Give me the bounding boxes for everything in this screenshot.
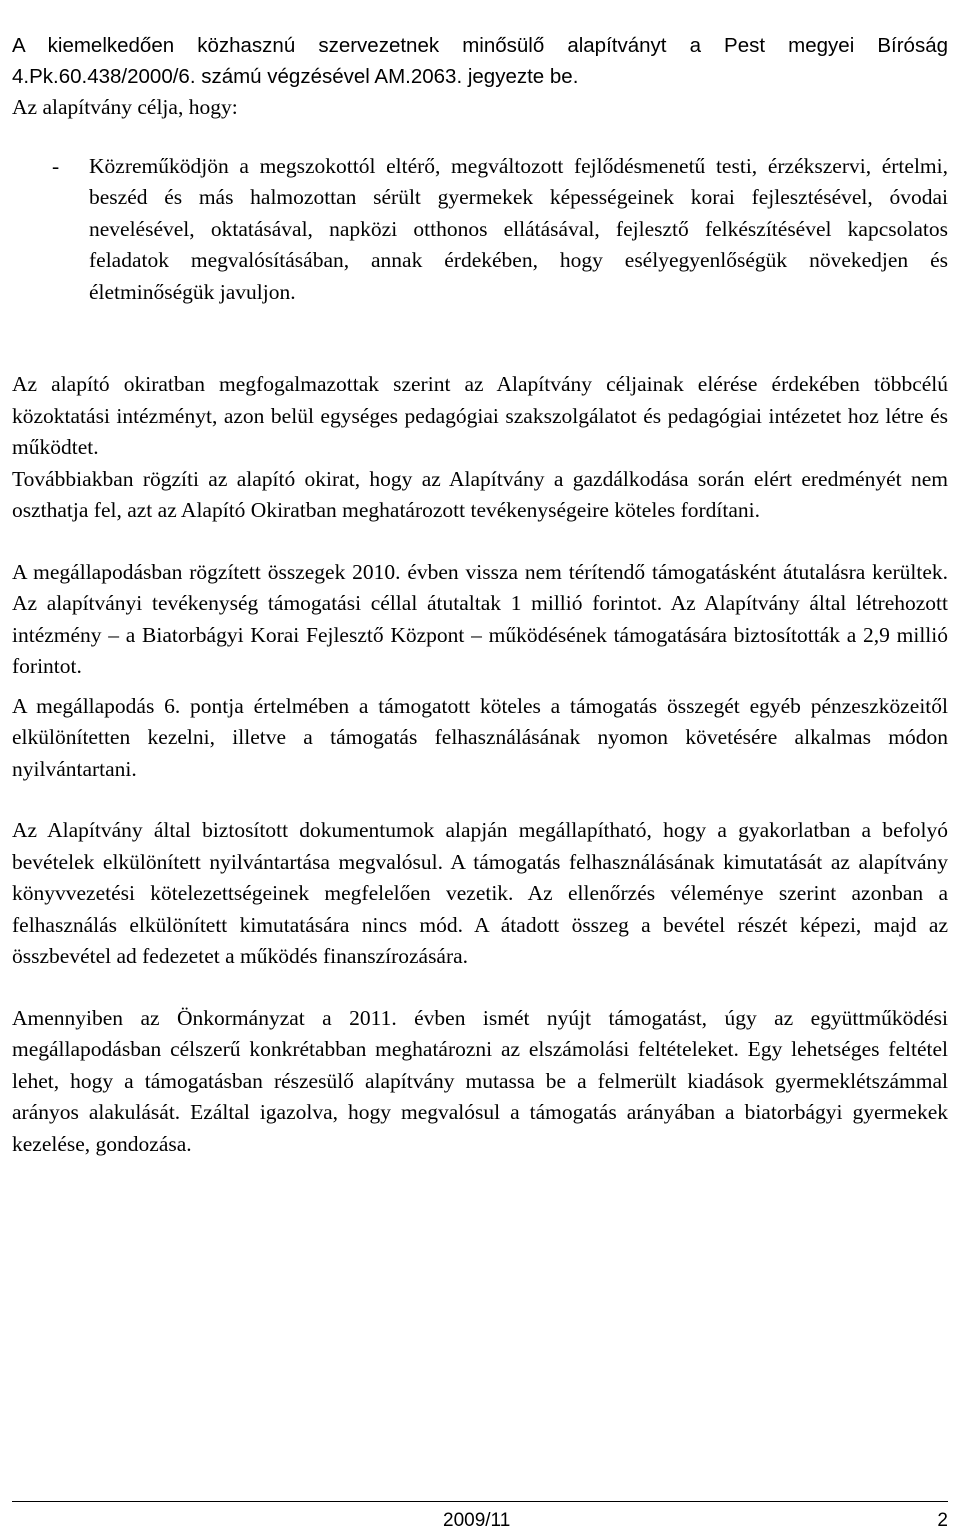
paragraph-agreement-point-6: A megállapodás 6. pontja értelmében a támogatott köteles a támogatás összegét egyéb pénzeszközeitől elkülönítetten kezelni, illetve a támogatás felhasználásának nyomon követésére alkalmas módon nyilvántartani. xyxy=(12,693,948,781)
goal-list xyxy=(12,151,948,309)
list-item: Közreműködjön a megszokottól eltérő, megváltozott fejlődésmenetű testi, érzékszervi, értelmi, beszéd és más halmozottan sérült gyermekek képességeinek korai fejlesztésével, óvodai nevelésével, oktatásával, napközi otthonos ellátásával, fejlesztő felkészítésével kapcsolatos feladatok megvalósításában, annak érdekében, hogy esélyegyenlőségük növekedjen és életminőségük javuljon. xyxy=(89,153,948,304)
paragraph-recommendation-2011: Amennyiben az Önkormányzat a 2011. évben ismét nyújt támogatást, úgy az együttműködési megállapodásban célszerű konkrétabban meghatározni az elszámolási feltételeket. Egy lehetséges feltétel lehet, hogy a támogatásban részesülő alapítvány mutassa be a felmerült kiadások gyermeklétszámmal arányos alakulását. Ezáltal igazolva, hogy megvalósul a támogatás arányában a biatorbágyi gyermekek kezelése, gondozása. xyxy=(12,1005,948,1156)
paragraph-profit-use: Továbbiakban rögzíti az alapító okirat, hogy az Alapítvány a gazdálkodása során elért eredményét nem oszthatja fel, azt az Alapító Okiratban meghatározott tevékenységeire köteles fordítani. xyxy=(12,466,948,522)
page-number: 2 xyxy=(937,1510,948,1531)
footer-date: 2009/11 xyxy=(443,1510,511,1531)
goal-heading: Az alapítvány célja, hogy: xyxy=(12,95,238,119)
paragraph-audit-findings: Az Alapítvány által biztosított dokumentumok alapján megállapítható, hogy a gyakorlatban a befolyó bevételek elkülönített nyilvántartása megvalósul. A támogatás felhasználásának kimutatását az alapítvány könyvvezetési kötelezettségeinek megfelelően vezetik. Az ellenőrzés véleménye szerint azonban a felhasználás elkülönített kimutatására nincs mód. A átadott összeg a bevétel részét képezi, majd az összbevétel ad fedezetet a működés finanszírozására. xyxy=(12,818,948,968)
paragraph-founding-document: Az alapító okiratban megfogalmazottak szerint az Alapítvány céljainak elérése érdekében többcélú közoktatási intézményt, azon belül egységes pedagógiai szakszolgálatot és pedagógiai intézetet hoz létre és működtet. xyxy=(12,372,948,459)
page-footer xyxy=(12,1501,948,1537)
footer-divider xyxy=(12,1501,948,1502)
paragraph-transfers-2010: A megállapodásban rögzített összegek 2010. évben vissza nem térítendő támogatásként átutalásra kerültek. Az alapítványi tevékenység támogatási céllal átutaltak 1 millió forintot. Az Alapítvány által létrehozott intézmény – a Biatorbágyi Korai Fejlesztő Központ – működésének támogatására biztosították a 2,9 millió forintot. xyxy=(12,559,948,678)
list-bullet: - xyxy=(52,153,60,178)
document-page xyxy=(12,30,948,1160)
intro-paragraph: A kiemelkedően közhasznú szervezetnek minősülő alapítványt a Pest megyei Bíróság 4.Pk.60.438/2000/6. számú végzésével AM.2063. jegyezte be. xyxy=(12,34,948,88)
